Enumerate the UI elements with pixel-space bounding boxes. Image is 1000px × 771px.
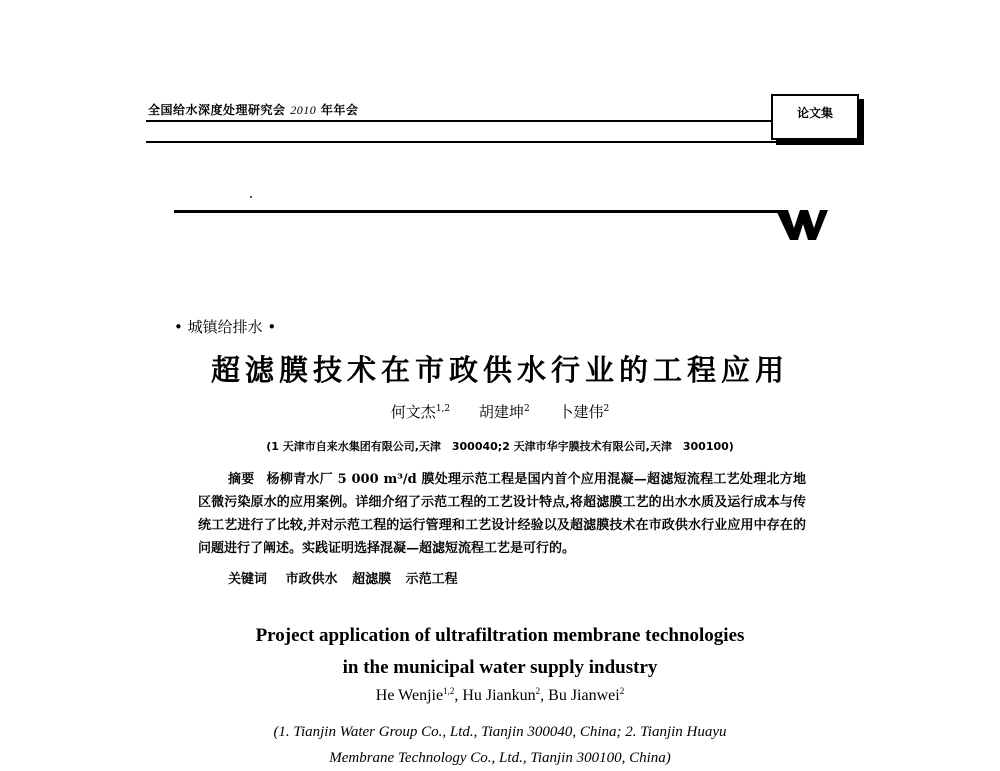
conference-header: [148, 101, 358, 118]
keywords: [228, 568, 468, 587]
authors-en: [0, 686, 1000, 705]
abstract: [198, 468, 806, 560]
conference-name: 全国给水深度处理研究会: [148, 103, 286, 117]
title-cn: 超滤膜技术在市政供水行业的工程应用: [210, 353, 789, 387]
proceedings-badge-label: 论文集: [796, 106, 833, 120]
authors-cn: [0, 401, 1000, 422]
author-en-2: Hu Jiankun$^2$,: [462, 686, 545, 704]
affiliation-en-line2: Membrane Technology Co., Ltd., Tianjin 300100, China): [329, 750, 671, 766]
header-rule-top: [146, 120, 772, 122]
affiliation-cn: (1 天津市自来水集团有限公司,天津 300040;2 天津市华宇膜技术有限公司,天津 300100): [266, 440, 734, 453]
keyword-item: 超滤膜: [352, 572, 392, 587]
journal-w-logo: [776, 206, 828, 242]
affiliation-en-line1: (1. Tianjin Water Group Co., Ltd., Tianjin 300040, China; 2. Tianjin Huayu: [273, 724, 727, 740]
w-logo-shape: [776, 210, 828, 240]
author-en-1: He Wenjie$^{1,2}$,: [375, 686, 459, 704]
author-cn-2: 胡建坤$^2$: [478, 403, 530, 421]
keyword-item: 示范工程: [405, 572, 458, 587]
conference-year: 2010: [290, 103, 317, 117]
column-label: • 城镇给排水 •: [174, 318, 277, 336]
affiliation-en: [0, 719, 1000, 771]
author-en-3: Bu Jianwei$^2$: [548, 686, 625, 704]
title-en-line2: in the municipal water supply industry: [342, 657, 658, 678]
author-cn-3: 卜建伟$^2$: [558, 403, 610, 421]
title-en: [0, 620, 1000, 684]
keyword-item: 市政供水: [285, 572, 338, 587]
abstract-label: 摘要: [228, 472, 255, 487]
speck: [250, 196, 252, 198]
author-cn-1: 何文杰$^{1,2}$: [390, 403, 451, 421]
keywords-label: 关键词: [228, 572, 268, 587]
header-rule-bottom: [146, 141, 862, 143]
conference-suffix: 年年会: [320, 103, 359, 117]
abstract-text: 杨柳青水厂 5 000 m³/d 膜处理示范工程是国内首个应用混凝—超滤短流程工艺处理北方地区微污染原水的应用案例。详细介绍了示范工程的工艺设计特点,将超滤膜工艺的出水水质及运行成本与传统工艺进行了比较,并对示范工程的运行管理和工艺设计经验以及超滤膜技术在市政供水行业应用中存在的问题进行了阐述。实践证明选择混凝—超滤短流程工艺是可行的。: [198, 472, 806, 556]
title-en-line1: Project application of ultrafiltration membrane technologies: [255, 625, 745, 646]
section-rule: [174, 210, 780, 213]
